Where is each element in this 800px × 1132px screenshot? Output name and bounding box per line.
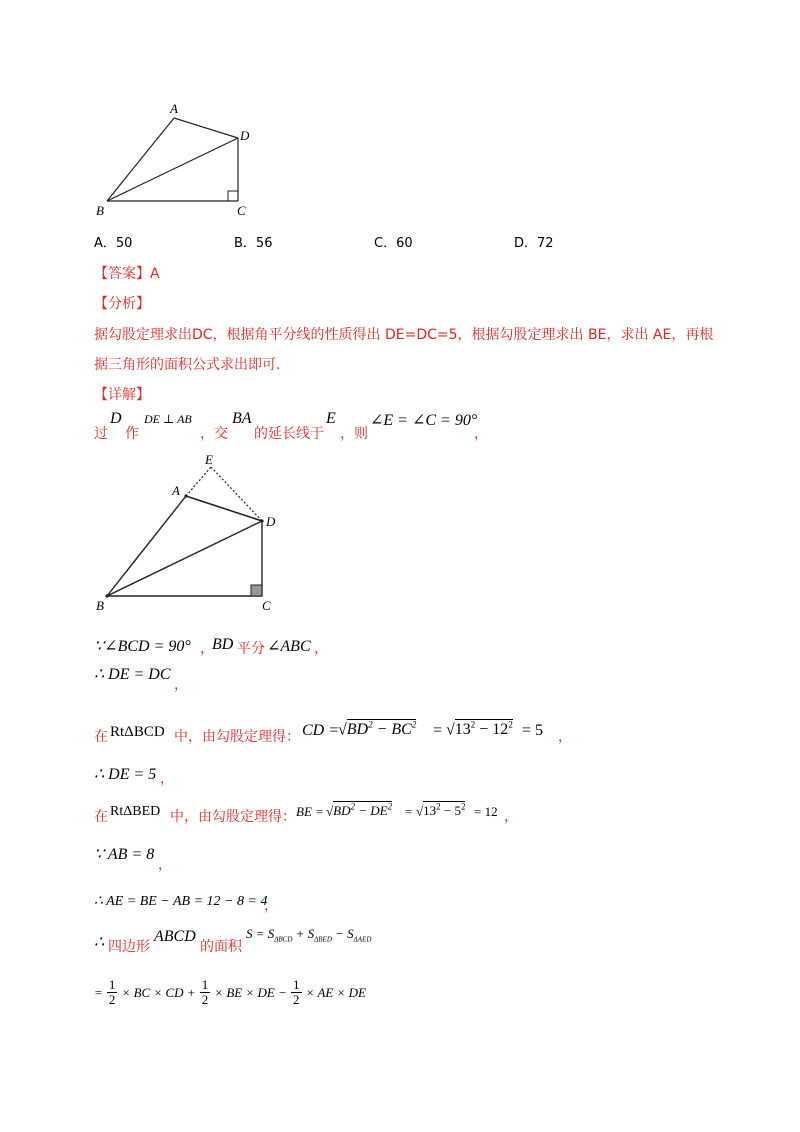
point-a [184, 494, 187, 497]
text-area: 的面积 [200, 939, 242, 955]
text-zuo: 作 [125, 426, 139, 442]
right-angle-mark [251, 585, 262, 596]
fraction-half-1: $\frac{1}{2}$ [108, 977, 116, 1007]
option-a[interactable]: A．50 [94, 236, 133, 251]
math-angle-e-c: ∠E = ∠C = 90° [370, 412, 478, 429]
text-zai: 在 [94, 729, 108, 745]
math-eq: = [432, 722, 443, 739]
math-d: D [110, 410, 122, 427]
figure-quadrilateral-1 [90, 95, 260, 220]
math-area-sum: $S = S_{\Delta BCD} + S_{\Delta BED} - S_{\Delta AED}$ [246, 926, 372, 944]
edge-ad [174, 118, 238, 138]
math-rt-bcd: RtΔBCD [110, 724, 165, 740]
text-extension: 的延长线于 [254, 426, 324, 442]
math-sqrt-bd-de: $√BD^2 - DE^2$ [326, 802, 393, 819]
text-comma: ， [158, 857, 172, 873]
fraction-half-2: $\frac{1}{2}$ [201, 977, 209, 1007]
math-angle-abc: ∠ABC [267, 638, 311, 655]
text-zai: 在 [94, 809, 108, 825]
math-eq: = [94, 984, 103, 1000]
math-bd: BD [212, 636, 234, 653]
detail-heading: 【详解】 [94, 387, 150, 403]
diagonal-bd [107, 138, 238, 201]
extension-ae [186, 467, 211, 496]
math-therefore: ∴ [94, 934, 105, 951]
text-pythagoras: 中，由勾股定理得： [170, 809, 296, 825]
math-abcd: ABCD [154, 928, 196, 945]
text-ze: ，则 [340, 426, 368, 442]
text-bisect: 平分 [237, 641, 265, 657]
text-comma: ， [474, 426, 488, 442]
label-d: D [266, 514, 276, 529]
option-c[interactable]: C．60 [374, 236, 413, 251]
diagonal-bd [107, 521, 262, 596]
label-a: A [172, 483, 180, 498]
math-eq: = [404, 804, 413, 819]
math-rt-bed: RtΔBED [110, 804, 161, 819]
text-pythagoras: 中，由勾股定理得： [174, 729, 300, 745]
label-a: A [170, 101, 178, 116]
label-d: D [240, 128, 250, 143]
point-d [260, 519, 263, 522]
math-sqrt-13-12: $√13^2 - 12^2$ [446, 720, 513, 739]
math-ba: BA [232, 410, 252, 427]
math-angle-bcd: ∵∠BCD = 90° [94, 638, 191, 655]
answer-label: 【答案】A [94, 266, 160, 282]
text-quadrilateral: 四边形 [108, 939, 150, 955]
text-comma: ， [174, 677, 188, 693]
option-d[interactable]: D．72 [514, 236, 554, 251]
label-b: B [96, 203, 104, 218]
text-comma: ， [160, 771, 174, 787]
option-b[interactable]: B．56 [234, 236, 273, 251]
text-comma: ， [200, 641, 214, 657]
math-ab-eq-8: ∵ AB = 8 [94, 846, 155, 863]
math-de-eq-5: ∴ DE = 5 [94, 766, 157, 783]
label-b: B [96, 598, 104, 613]
figure-quadrilateral-2 [90, 450, 290, 615]
label-c: C [237, 203, 246, 218]
analysis-heading: 【分析】 [94, 296, 150, 312]
label-c: C [262, 598, 271, 613]
math-term-ae-de: × AE × DE [305, 984, 366, 1000]
point-b [105, 594, 108, 597]
label-e: E [205, 452, 213, 467]
text-comma: ， [558, 729, 572, 745]
math-term-be-de: × BE × DE − [214, 984, 287, 1000]
text-comma: ， [504, 809, 518, 825]
analysis-text-line-1: 据勾股定理求出DC，根据角平分线的性质得出 DE=DC=5，根据勾股定理求出 BE，求出 AE，再根 [94, 327, 714, 343]
fraction-half-3: $\frac{1}{2}$ [293, 977, 300, 1007]
math-e: E [326, 410, 336, 427]
math-cd-lhs: CD = [302, 722, 340, 739]
edge-ba [107, 118, 174, 201]
text-comma-end: ， [314, 641, 328, 657]
analysis-text-line-2: 据三角形的面积公式求出即可. [94, 357, 281, 373]
math-de-eq-dc: ∴ DE = DC [94, 666, 171, 683]
math-term-bc-cd: × BC × CD + [121, 984, 196, 1000]
step-area-expansion [94, 978, 366, 1014]
math-sqrt-bd-bc: $√BD^2 - BC^2$ [338, 720, 417, 739]
math-sqrt-13-5: $√13^2 - 5^2$ [416, 802, 466, 819]
math-result-5: = 5 [522, 722, 544, 739]
math-de-perp-ab: DE ⊥ AB [144, 412, 192, 426]
text-guo: 过 [94, 426, 108, 442]
edge-ba [107, 496, 186, 596]
right-angle-mark [228, 191, 238, 201]
math-ae-calc: ∴ AE = BE − AB = 12 − 8 = 4 [94, 894, 268, 909]
math-be-lhs: BE = [296, 804, 324, 819]
text-jiao: ，交 [200, 426, 228, 442]
math-result-12: = 12 [474, 804, 498, 819]
text-comma: ， [264, 898, 278, 914]
